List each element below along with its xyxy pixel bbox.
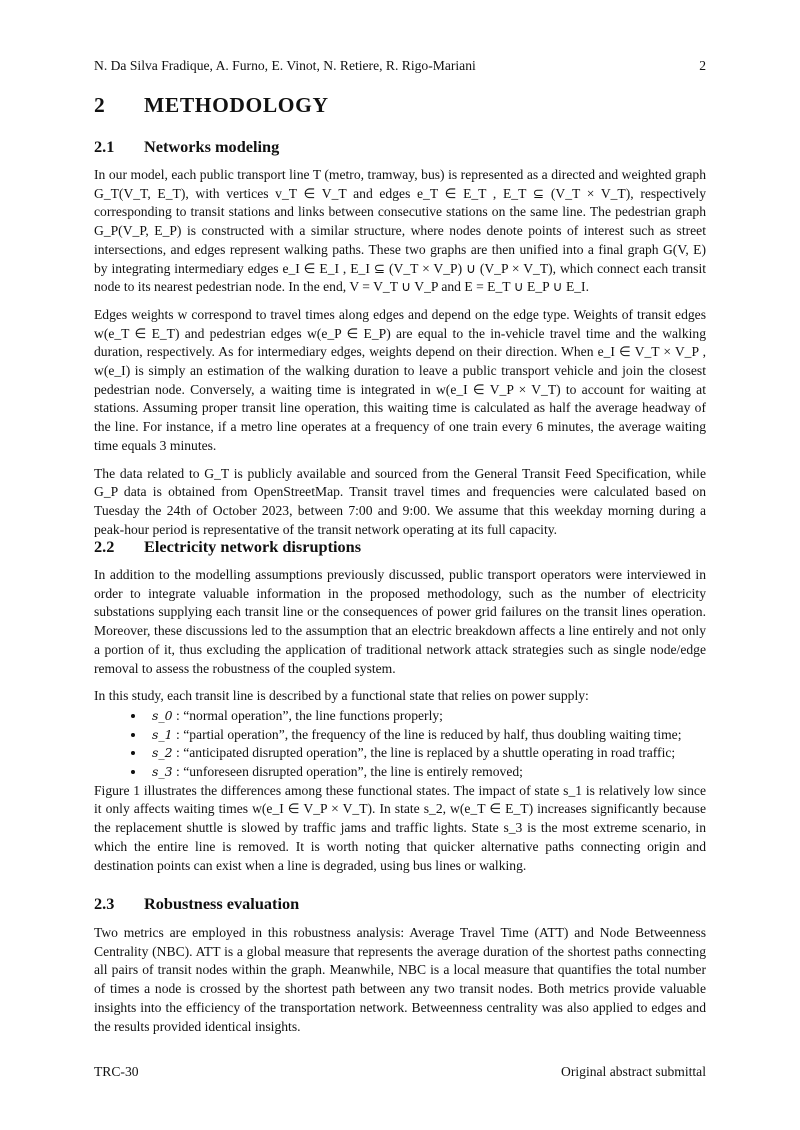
section-title: METHODOLOGY xyxy=(144,93,329,117)
subsection-body-2-1 xyxy=(94,166,706,539)
section-number: 2 xyxy=(94,93,106,117)
state-symbol: s_1 xyxy=(152,726,173,742)
paragraph: In this study, each transit line is described by a functional state that relies on power supply: xyxy=(94,688,589,704)
paper-page xyxy=(94,0,706,1130)
subsection-number: 2.1 xyxy=(94,137,115,156)
functional-state-list xyxy=(94,707,706,782)
subsection-number: 2.2 xyxy=(94,537,115,556)
subsection-title: Networks modeling xyxy=(144,137,280,156)
state-symbol: s_3 xyxy=(152,764,173,780)
paragraph: In addition to the modelling assumptions previously discussed, public transport operators were interviewed in order to integrate valuable information in the proposed methodology, such as the number of electricity substations supplying each transit line or the consequences of power grid failures on the transit lines operation. Moreover, these discussions led to the assumption that an electric breakdown affects a line entirely and not only a portion of it, thus excluding the application of traditional network attack strategies such as single node/edge removal to assess the robustness of the coupled system. xyxy=(94,567,706,676)
list-item xyxy=(146,707,706,726)
author-list: N. Da Silva Fradique, A. Furno, E. Vinot, N. Retiere, R. Rigo-Mariani xyxy=(94,58,476,73)
list-item xyxy=(146,744,706,763)
paragraph: Figure 1 illustrates the differences among these functional states. The impact of state s_1 is relatively low since it only affects waiting times w(e_I ∈ V_P × V_T). In state s_2, w(e_T ∈ E_T) increases significantly because the replacement shuttle is slowed by traffic jams and traffic lights. State s_3 is the most extreme scenario, in which the entire line is removed. It is worth noting that quicker alternative paths connecting origin and destination points can exist when a line is degraded, using bus lines or walking. xyxy=(94,782,706,873)
subsection-body-2-2 xyxy=(94,566,706,875)
list-item xyxy=(146,763,706,782)
state-description: : “normal operation”, the line functions properly; xyxy=(176,707,443,723)
subsection-heading-2-2 xyxy=(94,537,361,557)
state-description: : “partial operation”, the frequency of the line is reduced by half, thus doubling waiting time; xyxy=(176,726,682,742)
state-symbol: s_2 xyxy=(152,745,173,761)
state-description: : “anticipated disrupted operation”, the line is replaced by a shuttle operating in road traffic; xyxy=(176,745,676,761)
section-heading xyxy=(94,93,329,118)
running-header xyxy=(94,58,706,74)
paragraph: Edges weights w correspond to travel times along edges and depend on the edge type. Weights of transit edges w(e_T ∈ E_T) and pedestrian edges w(e_P ∈ E_P) are equal to the in-vehicle travel time and the walking duration, respectively. As for intermediary edges, weights depend on their direction. When e_I ∈ V_T × V_P , w(e_I) is simply an estimation of the walking duration to leave a public transport vehicle and join the closest pedestrian node. Conversely, a waiting time is integrated in w(e_I ∈ V_P × V_T) to account for waiting at stations. Assuming proper transit line operation, this waiting time is calculated as half the average headway of the line. For instance, if a metro line operates at a frequency of one train every 6 minutes, the average waiting time equals 3 minutes. xyxy=(94,306,706,453)
subsection-title: Robustness evaluation xyxy=(144,894,300,913)
paragraph: Two metrics are employed in this robustness analysis: Average Travel Time (ATT) and Node Betweenness Centrality (NBC). ATT is a global measure that represents the average duration of the shortest paths connecting all pairs of transit nodes within the graph. Meanwhile, NBC is a local measure that quantifies the total number of times a node is crossed by the shortest path between any two transit nodes. Both metrics provide valuable insights into the efficiency of the transportation network. Betweenness centrality was also applied to edges and the results provided identical insights. xyxy=(94,925,706,1034)
paragraph: In our model, each public transport line T (metro, tramway, bus) is represented as a directed and weighted graph G_T(V_T, E_T), with vertices v_T ∈ V_T and edges e_T ∈ E_T , E_T ⊆ (V_T × V_T), respectively corresponding to transit stations and links between consecutive stations on the same line. The pedestrian graph G_P(V_P, E_P) is constructed with a similar structure, where nodes denote points of interest such as street intersections, and edges represent walking paths. These two graphs are then unified into a final graph G(V, E) by integrating intermediary edges e_I ∈ E_I , E_I ⊆ (V_T × V_P) ∪ (V_P × V_T), which connect each transit node to its nearest pedestrian node. In the end, V = V_T ∪ V_P and E = E_T ∪ E_P ∪ E_I. xyxy=(94,167,706,295)
page-number: 2 xyxy=(699,58,706,73)
state-description: : “unforeseen disrupted operation”, the line is entirely removed; xyxy=(176,764,523,780)
subsection-body-2-3 xyxy=(94,924,706,1036)
subsection-number: 2.3 xyxy=(94,894,115,913)
state-symbol: s_0 xyxy=(152,707,173,723)
subsection-heading-2-1 xyxy=(94,137,279,157)
page-footer xyxy=(94,1064,706,1080)
subsection-title: Electricity network disruptions xyxy=(144,537,362,556)
subsection-heading-2-3 xyxy=(94,894,299,914)
conference-id: TRC-30 xyxy=(94,1064,139,1079)
paragraph: The data related to G_T is publicly available and sourced from the General Transit Feed Specification, while G_P data is obtained from OpenStreetMap. Transit travel times and frequencies were calculated based on Tuesday the 24th of October 2023, between 7:00 and 9:00. We assume that this weekday morning during a peak-hour period is representative of the transit network operating at its full capacity. xyxy=(94,465,706,537)
list-item xyxy=(146,726,706,745)
submission-type: Original abstract submittal xyxy=(561,1064,706,1079)
